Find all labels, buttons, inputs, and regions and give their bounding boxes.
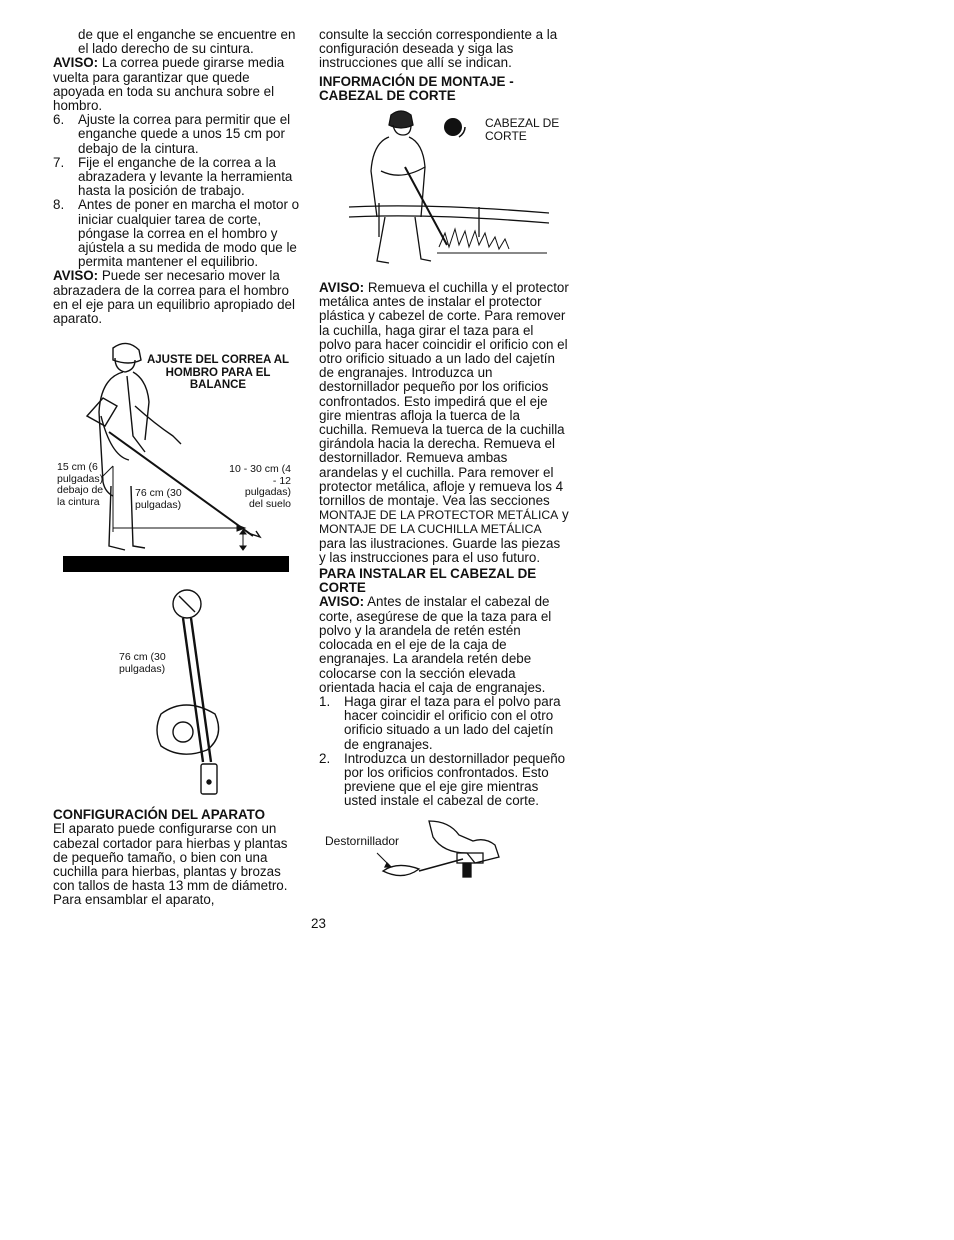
list-item: 6. Ajuste la correa para permitir que el enganche quede a unos 15 cm por debajo de la cintura. [53, 112, 291, 156]
aviso-paragraph [319, 595, 569, 694]
aviso-text: Remueva el cuchilla y el protector metálica antes de instalar el protector plástica y cabezel de corte. Para remover la cuchilla, haga girar el taza para el polvo para hacer coincidir el orificio con el otro orificio situado a un lado del cajetín de engranajes. Introduzca un destornillador pequeño por los orificios confrontados. Esto impedirá que el eje gire mientras afloja la tuerca de la cuchilla. Remueva la tuerca de la cuchilla girándola hacia la derecha. Remueva el destornillador. Remueva ambas arandelas y el cuchilla. Para remover el protector metálica, afloje y remueva los 4 tornillos de montaje. Vea las secciones [319, 280, 569, 509]
trimmer-top-view-figure [53, 586, 301, 804]
label-cabezal-de-corte: CABEZAL DE CORTE [485, 116, 560, 144]
list-item: 1. Haga girar el taza para el polvo para hacer coincidir el orificio con el otro orificio situado a un lado del cajetín de engranajes. [319, 693, 561, 752]
montaje-heading: INFORMACIÓN DE MONTAJE - CABEZAL DE CORTE [319, 73, 514, 103]
aviso-paragraph: AVISO: Remueva el cuchilla y el protector metálica antes de instalar el protector plástica y cabezel de corte. Para remover la cuchilla, haga girar el taza para el polvo para hacer coincidir el orificio con el otro orificio situado a un lado del cajetín de engranajes. Introduzca un destornillador pequeño por los orificios confrontados. Esto impedirá que el eje gire mientras afloja la tuerca de la cuchilla. Remueva la tuerca de la cuchilla girándola hacia la derecha. Remueva el destornillador. Remueva ambas arandelas y el cuchilla. Para remover el protector metálica, afloje y remueva los 4 tornillos de montaje. Vea las secciones MONTAJE DE LA PROTECTOR METÁLICA y MONTAJE DE LA CUCHILLA METÁLICA para las ilustraciones. Guarde las piezas y las instrucciones para el uso futuro. [319, 280, 569, 565]
label-10-30cm: 10 - 30 cm (4 - 12 pulgadas) del suelo [229, 463, 291, 510]
cutting-head-figure [319, 107, 569, 275]
intro-text: de que el enganche se encuentre en el lado derecho de su cintura. [78, 27, 296, 57]
label-15cm: 15 cm (6 pulgadas) debajo de la cintura [57, 461, 104, 508]
label-76cm: 76 cm (30 pulgadas) [119, 651, 166, 675]
section-ref: MONTAJE DE LA PROTECTOR METÁLICA [319, 508, 559, 523]
section-ref: MONTAJE DE LA CUCHILLA METÁLICA [319, 522, 542, 537]
list-item: 7. Fije el enganche de la correa a la abrazadera y levante la herramienta hasta la posición de trabajo. [53, 154, 293, 199]
list-item: 8. Antes de poner en marcha el motor o iniciar cualquier tarea de corte, póngase la correa en el hombro y ajústela a su medida de modo que le permita mantener el equilibrio. [53, 197, 300, 270]
right-column [319, 28, 569, 903]
list-item: 2. Introduzca un destornillador pequeño por los orificios confrontados. Esto previene que el eje gire mientras usted instale el cabezal de corte. [319, 750, 566, 809]
screwdriver-figure [319, 813, 569, 903]
label-76cm: 76 cm (30 pulgadas) [135, 487, 182, 511]
instalar-heading: PARA INSTALAR EL CABEZAL DE CORTE [319, 566, 537, 596]
ground-bar [63, 556, 289, 572]
config-text: El aparato puede configurarse con un cabezal cortador para hierbas y plantas de pequeño tamaño, o bien con una cuchilla para hierbas, plantas y brozas con tallos de hasta 13 mm de diámetro. Para ensamblar el aparato, [53, 821, 288, 908]
harness-balance-figure [53, 336, 301, 574]
aviso-label: AVISO: [53, 268, 99, 284]
aviso-text: Antes de instalar el cabezal de corte, asegúrese de que la taza para el polvo y la arandela de retén estén colocada en el eje de la caja de engranajes. La arandela retén debe colocarse con la sección elevada orientada hacia el caja de engranajes. [319, 594, 552, 695]
aviso-label: AVISO: [53, 55, 99, 71]
trimmer-illustration [53, 586, 301, 804]
aviso-label: AVISO: [319, 594, 365, 610]
aviso-text: La correa puede girarse media vuelta para garantizar que quede apoyada en toda su anchura sobre el hombro. [53, 55, 285, 114]
steps-list [53, 113, 301, 269]
screwdriver-illustration [319, 813, 569, 903]
aviso-text: Puede ser necesario mover la abrazadera de la correa para el hombro en el eje para un equilibrio apropiado del aparato. [53, 268, 295, 327]
figure-title: AJUSTE DEL CORREA AL HOMBRO PARA EL BALANCE [146, 354, 290, 392]
label-destornillador: Destornillador [325, 833, 400, 848]
callout-dot [444, 118, 462, 136]
left-column [53, 28, 301, 908]
intro-text: consulte la sección correspondiente a la configuración deseada y siga las instrucciones que allí se indican. [319, 27, 558, 71]
config-heading: CONFIGURACIÓN DEL APARATO [53, 807, 266, 823]
aviso-paragraph [53, 269, 301, 326]
aviso-label: AVISO: [319, 280, 365, 296]
page-number: 23 [311, 916, 326, 931]
aviso-paragraph [53, 56, 301, 113]
steps-list [319, 695, 569, 809]
